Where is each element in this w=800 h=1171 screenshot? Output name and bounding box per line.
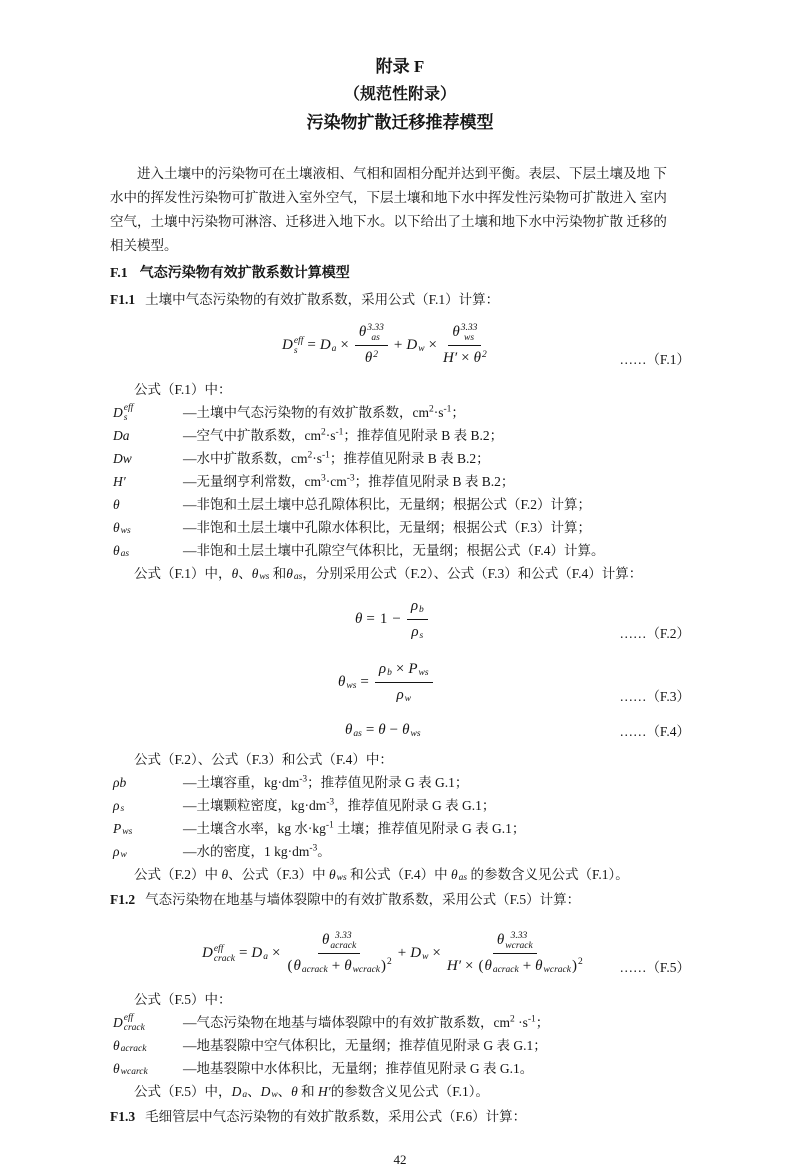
intro-paragraph	[110, 162, 690, 258]
math-var: H′	[318, 1084, 331, 1099]
equation-row-f1	[110, 321, 690, 370]
definition-row	[113, 424, 690, 447]
definition-row	[113, 771, 690, 794]
formula-f234-lead: 公式（F.2）、公式（F.3）和公式（F.4）中：	[134, 752, 393, 767]
math-var: D a	[319, 337, 337, 354]
formula-f2: θ = 1 − ρ b ρ s	[355, 595, 430, 644]
definition-text: —地基裂隙中水体积比，无量纲；推荐值见附录 G 表 G.1。	[183, 1061, 534, 1076]
math-var: θ wcrack	[344, 958, 380, 975]
clause-f12	[110, 888, 690, 911]
equation-label-f5: ……（F.5）	[619, 960, 690, 975]
clause-number: F1.2	[110, 892, 136, 907]
appendix-title: 附录 F	[375, 57, 425, 76]
fraction: θ 3.33 wcrack H′ × ( θ acrack + θ wcrack )$^2$	[447, 929, 583, 978]
math-var: θ ws	[113, 520, 131, 536]
formula-f3: θ ws = ρ b × P ws ρ w	[338, 658, 435, 707]
equation-label-f1: ……（F.1）	[619, 352, 690, 367]
clause-number: F1.1	[110, 292, 136, 307]
note-f1: 公式（F.1）中， θ 、 θ ws 和 θ as ，分别采用公式（F.2）、公式（F.3）和公式（F.4）计算：	[110, 562, 690, 585]
clause-f11	[110, 288, 690, 311]
definition-row	[113, 794, 690, 817]
math-var: θ 3.33 as	[358, 322, 384, 343]
math-var: D w	[410, 945, 429, 962]
math-var: P ws	[113, 821, 133, 837]
definition-symbol	[113, 447, 183, 470]
clause-text: 土壤中气态污染物的有效扩散系数，采用公式（F.1）计算：	[145, 292, 500, 307]
definition-row	[113, 539, 690, 562]
definition-row	[113, 1034, 690, 1057]
math-var: D w	[406, 337, 425, 354]
appendix-name: 污染物扩散迁移推荐模型	[306, 113, 494, 132]
formula-f1-lead: 公式（F.1）中：	[134, 382, 232, 397]
math-var: Dw	[113, 451, 132, 466]
math-var: D eff crack	[202, 943, 235, 964]
math-var: D eff s	[113, 402, 134, 423]
math-var: D eff s	[282, 335, 304, 356]
math-var: θ acrack	[113, 1038, 147, 1054]
math-var: θ 3.33 acrack	[322, 930, 357, 951]
definition-symbol	[113, 1034, 183, 1057]
math-var: ρ b	[378, 661, 392, 678]
fraction: θ 3.33 acrack ( θ acrack + θ wcrack )$^2$	[286, 929, 391, 978]
definition-symbol	[113, 817, 183, 840]
math-var: θ wcarck	[113, 1061, 148, 1077]
math-var: θ acrack	[484, 958, 519, 975]
math-var: θ as	[451, 867, 468, 883]
definition-text: —无量纲亨利常数，$cm^3\cdot cm^{-3}$；推荐值见附录 B 表 B.2；	[183, 473, 515, 489]
equation-row-f3	[110, 658, 690, 707]
clause-text: 毛细管层中气态污染物的有效扩散系数，采用公式（F.6）计算：	[145, 1109, 527, 1124]
definition-symbol	[113, 840, 183, 863]
math-var: D eff crack	[113, 1012, 145, 1033]
definition-text: —土壤中气态污染物的有效扩散系数，$cm^2\cdot s^{-1}$；	[183, 404, 465, 420]
section-number: F.1	[110, 266, 128, 281]
equation-label-f3: ……（F.3）	[619, 689, 690, 704]
formula-f4: θ as = θ − θ ws	[345, 719, 421, 742]
fraction: ρ b × P ws ρ w	[375, 658, 433, 707]
definition-text: —非饱和土层土壤中孔隙水体积比，无量纲；根据公式（F.3）计算；	[183, 520, 592, 535]
math-var: θ ws	[251, 566, 270, 582]
math-var: θ as	[286, 566, 303, 582]
math-var: Da	[113, 428, 130, 443]
definition-list-f1	[113, 401, 690, 562]
definition-row	[113, 447, 690, 470]
definition-row	[113, 1011, 690, 1034]
section-heading-f1	[110, 262, 690, 286]
intro-line-1: 进入土壤中的污染物可在土壤液相、气相和固相分配并达到平衡。表层、下层土壤及地 下	[137, 166, 667, 181]
equation-row-f2	[110, 595, 690, 644]
definition-text: —空气中扩散系数，$cm^2\cdot s^{-1}$；推荐值见附录 B 表 B.2；	[183, 427, 504, 443]
intro-line-2: 水中的挥发性污染物可扩散进入室外空气，下层土壤和地下水中挥发性污染物可扩散进入 室内	[110, 190, 667, 205]
math-var: θ as	[113, 543, 130, 559]
definition-row	[113, 516, 690, 539]
clause-number: F1.3	[110, 1109, 136, 1124]
equation-row-f5	[110, 929, 690, 978]
math-var: θ	[291, 1084, 298, 1099]
definition-text: —水中扩散系数，$cm^2\cdot s^{-1}$；推荐值见附录 B 表 B.2；	[183, 450, 490, 466]
definition-list-f234	[113, 771, 690, 863]
math-var: P ws	[408, 661, 429, 678]
math-var: ρ s	[411, 624, 424, 641]
note-f5: 公式（F.5）中， D a 、 D w 、 θ 和 H′ 的参数含义见公式（F.1）。	[110, 1080, 690, 1103]
definition-symbol	[113, 771, 183, 794]
math-var: θ ws	[402, 722, 421, 739]
definition-symbol	[113, 424, 183, 447]
definition-row	[113, 401, 690, 424]
math-var: θ	[355, 611, 363, 627]
fraction: θ 3.33 ws H′ × θ 2	[443, 321, 487, 370]
note-f234: 公式（F.2）中 θ 、公式（F.3）中 θ ws 和公式（F.4）中 θ as 的参数含义见公式（F.1）。	[110, 863, 690, 886]
math-var: θ 2	[473, 350, 487, 366]
math-var: H′	[446, 958, 461, 974]
math-var: θ acrack	[293, 958, 328, 975]
fraction	[355, 321, 388, 370]
definition-symbol	[113, 1011, 183, 1034]
math-var: ρ w	[113, 844, 127, 860]
definition-text: —非饱和土层土壤中总孔隙体积比，无量纲；根据公式（F.2）计算；	[183, 497, 592, 512]
definition-text: —非饱和土层土壤中孔隙空气体积比，无量纲；根据公式（F.4）计算。	[183, 543, 605, 558]
definition-symbol	[113, 493, 183, 516]
math-var: ρ w	[396, 687, 411, 704]
math-var: H′	[443, 350, 458, 366]
math-var: θ ws	[338, 674, 357, 691]
definition-row	[113, 817, 690, 840]
clause-text: 气态污染物在地基与墙体裂隙中的有效扩散系数，采用公式（F.5）计算：	[145, 892, 581, 907]
math-var: θ 2	[364, 350, 378, 366]
formula-f1: D eff s = D a × θ 3.33 as θ 2 + D w × θ 3.33 ws H′ × θ 2	[282, 321, 489, 370]
equation-label-f2: ……（F.2）	[619, 626, 690, 641]
definition-symbol	[113, 470, 183, 493]
math-var: D w	[260, 1084, 278, 1100]
definition-row	[113, 840, 690, 863]
formula-f5: D eff crack = D a × θ 3.33 acrack ( θ acrack + θ wcrack )$^2$ + D w × θ 3.33 wcrack H′ × ( θ acrack + θ wcrack )$^2$	[202, 929, 585, 978]
definition-text: —土壤颗粒密度，$kg\cdot dm^{-3}$，推荐值见附录 G 表 G.1；	[183, 797, 496, 813]
definition-symbol	[113, 401, 183, 424]
math-var: ρb	[113, 775, 127, 790]
math-var: θ	[231, 566, 239, 581]
math-var: H′	[113, 474, 126, 489]
math-var: θ 3.33 wcrack	[496, 930, 533, 951]
intro-line-4: 相关模型。	[110, 238, 178, 253]
definition-symbol	[113, 539, 183, 562]
math-var: θ	[221, 867, 229, 882]
definition-symbol	[113, 516, 183, 539]
intro-line-3: 空气，土壤中污染物可淋溶、迁移进入地下水。以下给出了土壤和地下水中污染物扩散 迁移的	[110, 214, 667, 229]
definition-list-f5	[113, 1011, 690, 1080]
page-number: 42	[393, 1152, 407, 1167]
definition-text: —土壤含水率，kg 水$\cdot kg^{-1}$ 土壤；推荐值见附录 G 表 G.1；	[183, 820, 526, 836]
definition-row	[113, 1057, 690, 1080]
definition-text: —水的密度，1 $kg\cdot dm^{-3}$。	[183, 843, 331, 859]
definition-symbol	[113, 1057, 183, 1080]
math-var: θ	[113, 497, 120, 512]
math-var: D a	[251, 945, 269, 962]
definition-row	[113, 493, 690, 516]
definition-text: —地基裂隙中空气体积比，无量纲；推荐值见附录 G 表 G.1；	[183, 1038, 547, 1053]
math-var: ρ s	[113, 798, 125, 814]
equation-row-f4	[110, 719, 690, 742]
math-var: D a	[231, 1084, 248, 1100]
definition-symbol	[113, 794, 183, 817]
section-title-text: 气态污染物有效扩散系数计算模型	[139, 266, 350, 281]
math-var: ρ b	[410, 598, 424, 615]
math-var: θ	[378, 722, 386, 738]
math-var: θ ws	[329, 867, 347, 883]
math-var: θ as	[345, 722, 362, 739]
appendix-kind: （规范性附录）	[343, 86, 456, 103]
fraction	[407, 595, 428, 644]
formula-f5-lead: 公式（F.5）中：	[134, 992, 232, 1007]
definition-row	[113, 470, 690, 493]
definition-text: —气态污染物在地基与墙体裂隙中的有效扩散系数，$cm^2 \cdot s^{-1}$；	[183, 1014, 550, 1030]
clause-f13	[110, 1105, 690, 1128]
math-var: θ 3.33 ws	[452, 322, 478, 343]
equation-label-f4: ……（F.4）	[619, 724, 690, 739]
definition-text: —土壤容重，$kg\cdot dm^{-3}$；推荐值见附录 G 表 G.1；	[183, 774, 469, 790]
math-var: θ wcrack	[535, 958, 571, 975]
